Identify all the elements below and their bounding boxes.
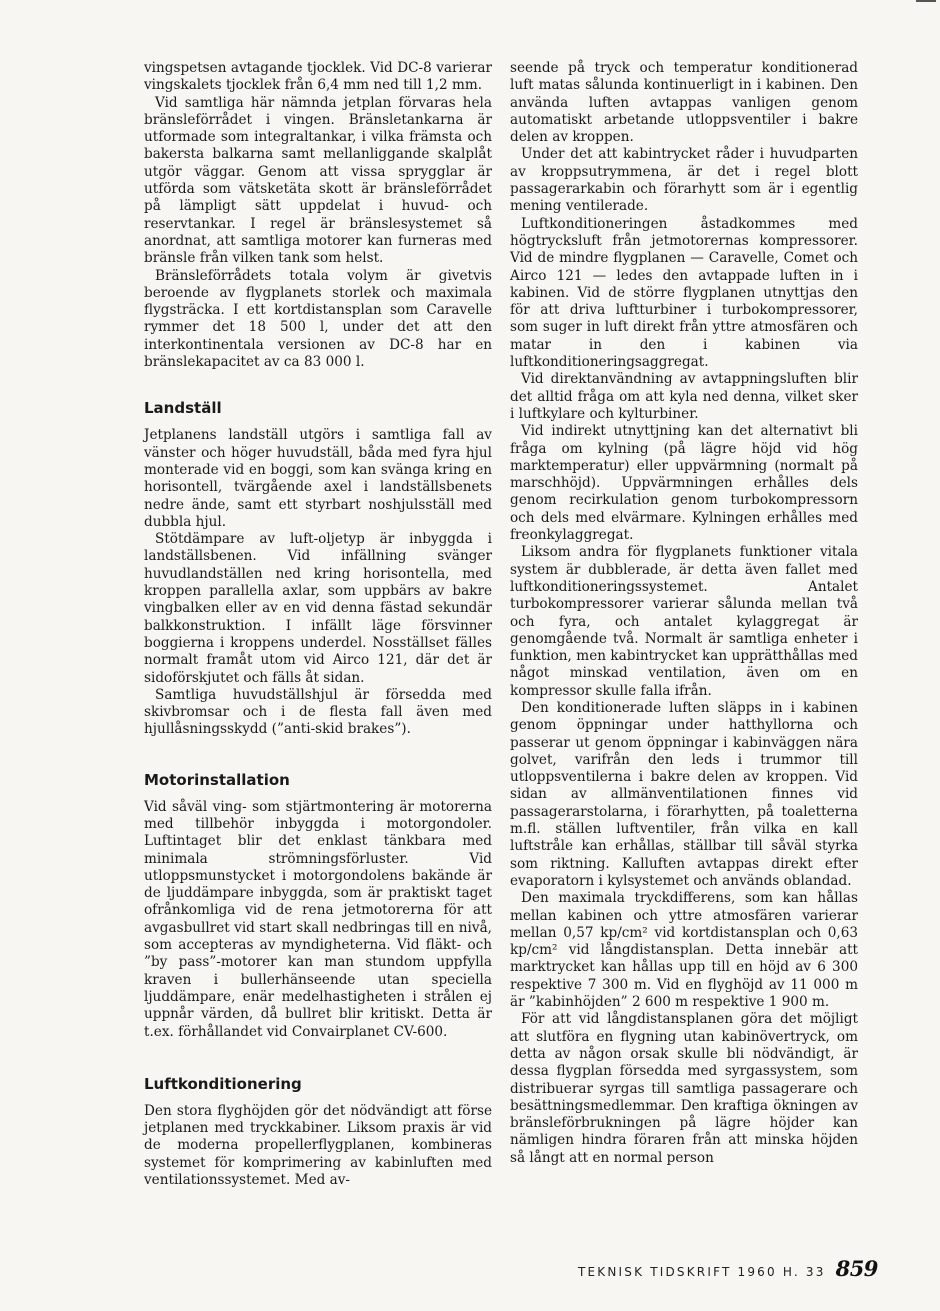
paragraph: Vid indirekt utnyttjning kan det alternativt bli fråga om kylning (på lägre höjd vid hög marktemperatur) eller uppvärmning (normalt på marschhöjd). Uppvärmningen erhålles dels genom recirkulation genom turbokompressorn och dels med elvärmare. Kylningen erhålles med freonkylaggregat.	[510, 423, 858, 544]
paragraph: vingspetsen avtagande tjocklek. Vid DC-8 varierar vingskalets tjocklek från 6,4 mm ned till 1,2 mm.	[144, 60, 492, 94]
page-footer	[578, 1256, 878, 1281]
paragraph: Samtliga huvudställshjul är försedda med skivbromsar och i de flesta fall även med hjullåsningsskydd (”anti-skid brakes”).	[144, 686, 492, 738]
paragraph: Liksom andra för flygplanets funktioner vitala system är dubblerade, är detta även fallet med luftkonditioneringssystemet. Antalet turbokompressorer varierar sålunda mellan två och fyra, och antalet kylaggregat är genomgående två. Normalt är samtliga enheter i funktion, men kabintrycket kan upprätthållas med något minskad ventilation, även om en kompressor skulle falla ifrån.	[510, 544, 858, 699]
paragraph: Den maximala tryckdifferens, som kan hållas mellan kabinen och yttre atmosfären varierar mellan 0,57 kp/cm² vid kortdistansplan och 0,63 kp/cm² vid långdistansplan. Detta innebär att marktrycket kan hållas upp till en höjd av 6 300 respektive 7 300 m. Vid en flyghöjd av 11 000 m är ”kabinhöjden” 2 600 m respektive 1 900 m.	[510, 890, 858, 1011]
paragraph: seende på tryck och temperatur konditionerad luft matas sålunda kontinuerligt in i kabinen. Den använda luften avtappas vanligen genom automatiskt arbetande utloppsventiler i bakre delen av kroppen.	[510, 60, 858, 146]
journal-name: TEKNISK TIDSKRIFT 1960 H. 33	[578, 1265, 826, 1279]
paragraph: Stötdämpare av luft-oljetyp är inbyggda i landställsbenen. Vid infällning svänger huvudlandställen ned kring horisontella, med kroppen parallella axlar, som uppbärs av bakre vingbalken eller av en vid denna fästad sekundär balkkonstruktion. I infällt läge försvinner boggierna i kroppens underdel. Nosställset fälles normalt framåt utom vid Airco 121, där det är sidoförskjutet och fälls åt sidan.	[144, 531, 492, 686]
scan-edge-mark	[916, 0, 936, 2]
paragraph: Vid direktanvändning av avtappningsluften blir det alltid fråga om att kyla ned denna, vilket sker i luftkylare och kylturbiner.	[510, 371, 858, 422]
paragraph: Under det att kabintrycket råder i huvudparten av kroppsutrymmena, är det i regel blott passagerarkabin och förarhytt som är i egentlig mening ventilerade.	[510, 146, 858, 215]
paragraph: Den stora flyghöjden gör det nödvändigt att förse jetplanen med tryckkabiner. Liksom praxis är vid de moderna propellerflygplanen, kombineras systemet för komprimering av kabinluften med ventilationssystemet. Med av-	[144, 1102, 492, 1189]
paragraph: Vid samtliga här nämnda jetplan förvaras hela bränsleförrådet i vingen. Bränsletankarna är utformade som integraltankar, i vilka främsta och bakersta balkarna samt mellanliggande skalplåt utgör väggar. Genom att vissa sprygglar är utförda som vätsketäta skott är bränsleförrådet på lämpligt sätt uppdelat i huvud- och reservtankar. I regel är bränslesystemet så anordnat, att samtliga motorer kan furneras med bränsle från vilken tank som helst.	[144, 94, 492, 267]
paragraph: Vid såväl ving- som stjärtmontering är motorerna med tillbehör inbyggda i motorgondoler. Luftintaget blir det enklast tänkbara med minimala strömningsförluster. Vid utloppsmunstycket i motorgondolens bakände är de ljuddämpare inbyggda, som är praktiskt taget ofrånkomliga vid de rena jetmotorerna för att avgasbullret vid start skall nedbringas till en nivå, som accepteras av myndigheterna. Vid fläkt- och ”by pass”-motorer kan man stundom uppfylla kraven i bullerhänseende utan speciella ljuddämpare, enär medelhastigheten i strålen ej uppnår värden, då bullret blir kritiskt. Detta är t.ex. förhållandet vid Convairplanet CV-600.	[144, 798, 492, 1040]
paragraph: Bränsleförrådets totala volym är givetvis beroende av flygplanets storlek och maximala flygsträcka. I ett kortdistansplan som Caravelle rymmer det 18 500 l, under det att den interkontinentala versionen av DC-8 har en bränslekapacitet av ca 83 000 l.	[144, 267, 492, 371]
section-heading-luftkonditionering: Luftkonditionering	[144, 1074, 302, 1093]
paragraph: Luftkonditioneringen åstadkommes med högtrycksluft från jetmotorernas kompressorer. Vid de mindre flygplanen — Caravelle, Comet och Airco 121 — ledes den avtappade luften in i kabinen. Vid de större flygplanen utnyttjas den för att driva luftturbiner i turbokompressorer, som suger in luft direkt från yttre atmosfären och matar in den i kabinen via luftkonditioneringsaggregat.	[510, 215, 858, 371]
page-number: 859	[835, 1256, 878, 1281]
paragraph: Jetplanens landställ utgörs i samtliga fall av vänster och höger huvudställ, båda med fyra hjul monterade vid en boggi, som kan svänga kring en horisontell, tvärgående axel i landställsbenets nedre ände, samt ett styrbart noshjulsställ med dubbla hjul.	[144, 427, 492, 530]
paragraph: För att vid långdistansplanen göra det möjligt att slutföra en flygning utan kabinövertryck, om detta av någon orsak skulle bli nödvändigt, är dessa flygplan försedda med syrgassystem, som distribuerar syrgas till samtliga passagerare och besättningsmedlemmar. Den kraftiga ökningen av bränsleförbrukningen på lägre höjder kan nämligen hindra föraren från att minska höjden så långt att en normal person	[510, 1011, 858, 1166]
section-heading-landstall: Landställ	[144, 399, 222, 418]
section-heading-motorinstallation: Motorinstallation	[144, 770, 290, 789]
paragraph: Den konditionerade luften släpps in i kabinen genom öppningar under hatthyllorna och passerar ut genom öppningar i kabinväggen nära golvet, varifrån den leds i trummor till utloppsventilerna i bakre delen av kroppen. Vid sidan av allmänventilationen finnes vid passagerarstolarna, i förarhytten, på toaletterna m.fl. ställen luftventiler, från vilka en kall luftstråle kan erhållas, ställbar till såväl styrka som riktning. Kalluften avtappas direkt efter evaporatorn i kylsystemet och används oblandad.	[510, 699, 858, 889]
right-column	[510, 60, 858, 1167]
left-column	[144, 60, 492, 1189]
